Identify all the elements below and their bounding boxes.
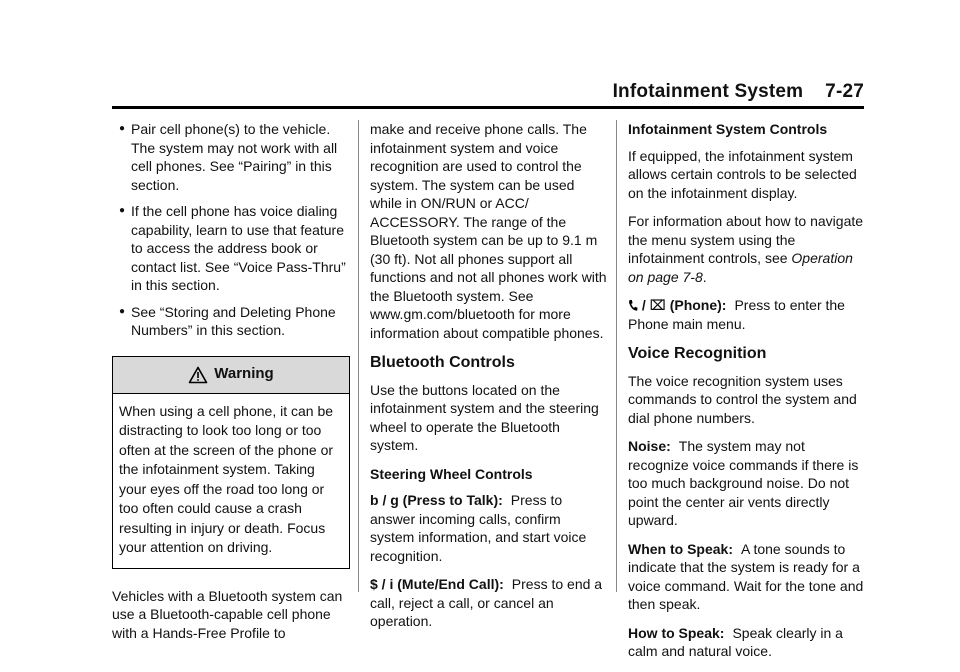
bluetooth-intro-paragraph: Vehicles with a Bluetooth system can use a Bluetooth-capable cell phone with a Hands-Free Profile to [112, 587, 343, 641]
when-to-speak-text: A tone sounds to indicate that the system is ready for a voice command. Wait for the tone and then speak. [628, 540, 864, 612]
bluetooth-intro-continued: make and receive phone calls. The infotainment system and voice recognition are used to control the system. The system can be used while in ON/RUN or ACC/ ACCESSORY. The range of the Bluetooth system can be up to 9.1 m (30 ft). Not all phones support all functions and not all phones work with the Bluetooth system. See www.gm.com/bluetooth for more information about compatible phones. [370, 121, 607, 341]
page-header [112, 76, 864, 109]
bullet-text: See “Storing and Deleting Phone Numbers” in this section. [131, 303, 336, 338]
subhead-steering-wheel-controls: Steering Wheel Controls [370, 465, 533, 482]
navigation-paragraph [628, 212, 868, 286]
column-divider-2 [616, 120, 617, 592]
warning-triangle-icon [188, 366, 208, 384]
header-title [613, 81, 864, 103]
when-to-speak-item [628, 540, 868, 614]
bluetooth-controls-paragraph: Use the buttons located on the infotainment system and the steering wheel to operate the Bluetooth system. [370, 381, 599, 453]
bullet-dot-icon: ● [119, 305, 126, 317]
press-to-talk-text: Press to answer incoming calls, confirm system information, and start voice recognition. [370, 492, 587, 564]
operation-page-reference: Operation on page 7-8 [628, 250, 853, 285]
page-number: 7-27 [825, 81, 864, 102]
how-to-speak-item [628, 624, 868, 661]
heading-bluetooth-controls: Bluetooth Controls [370, 354, 515, 371]
how-to-speak-label: How to Speak: [628, 624, 725, 641]
phone-item [628, 296, 868, 333]
press-to-talk-label: (Press to Talk): [402, 492, 503, 508]
press-to-talk-symbol: b / g [370, 492, 399, 508]
noise-text: The system may not recognize voice commands if there is too much background noise. Do not point the center air vents directly upward. [628, 438, 859, 528]
column-3 [628, 120, 868, 671]
bullet-item [112, 303, 350, 340]
infotainment-controls-paragraph: If equipped, the infotainment system allows certain controls to be selected on the infotainment display. [628, 147, 857, 201]
phone-separator: / [641, 297, 646, 313]
bullet-dot-icon: ● [119, 123, 126, 134]
navigation-text: For information about how to navigate the menu system using the infotainment controls, see [628, 213, 864, 266]
column-divider-1 [358, 120, 359, 592]
section-title: Infotainment System [612, 81, 804, 102]
noise-item [628, 437, 868, 530]
bullet-dot-icon: ● [119, 205, 126, 216]
cancel-x-icon: ⌧ [649, 297, 666, 313]
voice-recognition-paragraph: The voice recognition system uses commands to control the system and dial phone numbers. [628, 372, 857, 426]
bullet-text: If the cell phone has voice dialing capability, learn to use that feature to access the address book or contact list. See “Voice Pass-Thru” in this section. [131, 203, 346, 293]
mute-end-call-label: (Mute/End Call): [397, 576, 504, 592]
phone-handset-icon [628, 299, 638, 312]
warning-title: Warning [214, 365, 274, 383]
noise-label: Noise: [628, 438, 671, 454]
how-to-speak-text: Speak clearly in a calm and natural voice. [628, 624, 843, 659]
subhead-infotainment-controls: Infotainment System Controls [628, 121, 828, 137]
mute-end-call-symbol: $ / i [370, 576, 394, 592]
mute-end-call-item [370, 575, 608, 631]
warning-header [113, 357, 349, 394]
bullet-item [112, 120, 350, 194]
when-to-speak-label: When to Speak: [628, 540, 734, 557]
phone-label: (Phone): [669, 297, 727, 313]
warning-box [112, 356, 350, 569]
warning-text: When using a cell phone, it can be distracting to look too long or too often at the screen of the phone or the infotainment system. Taking your eyes off the road too long or too often could cause a crash resulting in injury or death. Focus your attention on driving. [119, 402, 334, 555]
navigation-text-end: . [702, 268, 707, 285]
bullet-item [112, 202, 350, 295]
column-1 [112, 120, 350, 652]
press-to-talk-item [370, 491, 608, 565]
mute-end-call-text: Press to end a call, reject a call, or cancel an operation. [370, 576, 603, 629]
heading-voice-recognition: Voice Recognition [628, 345, 767, 362]
bullet-text: Pair cell phone(s) to the vehicle. The system may not work with all cell phones. See “Pairing” in this section. [131, 121, 338, 193]
phone-text: Press to enter the Phone main menu. [628, 297, 845, 332]
column-2 [370, 120, 608, 641]
